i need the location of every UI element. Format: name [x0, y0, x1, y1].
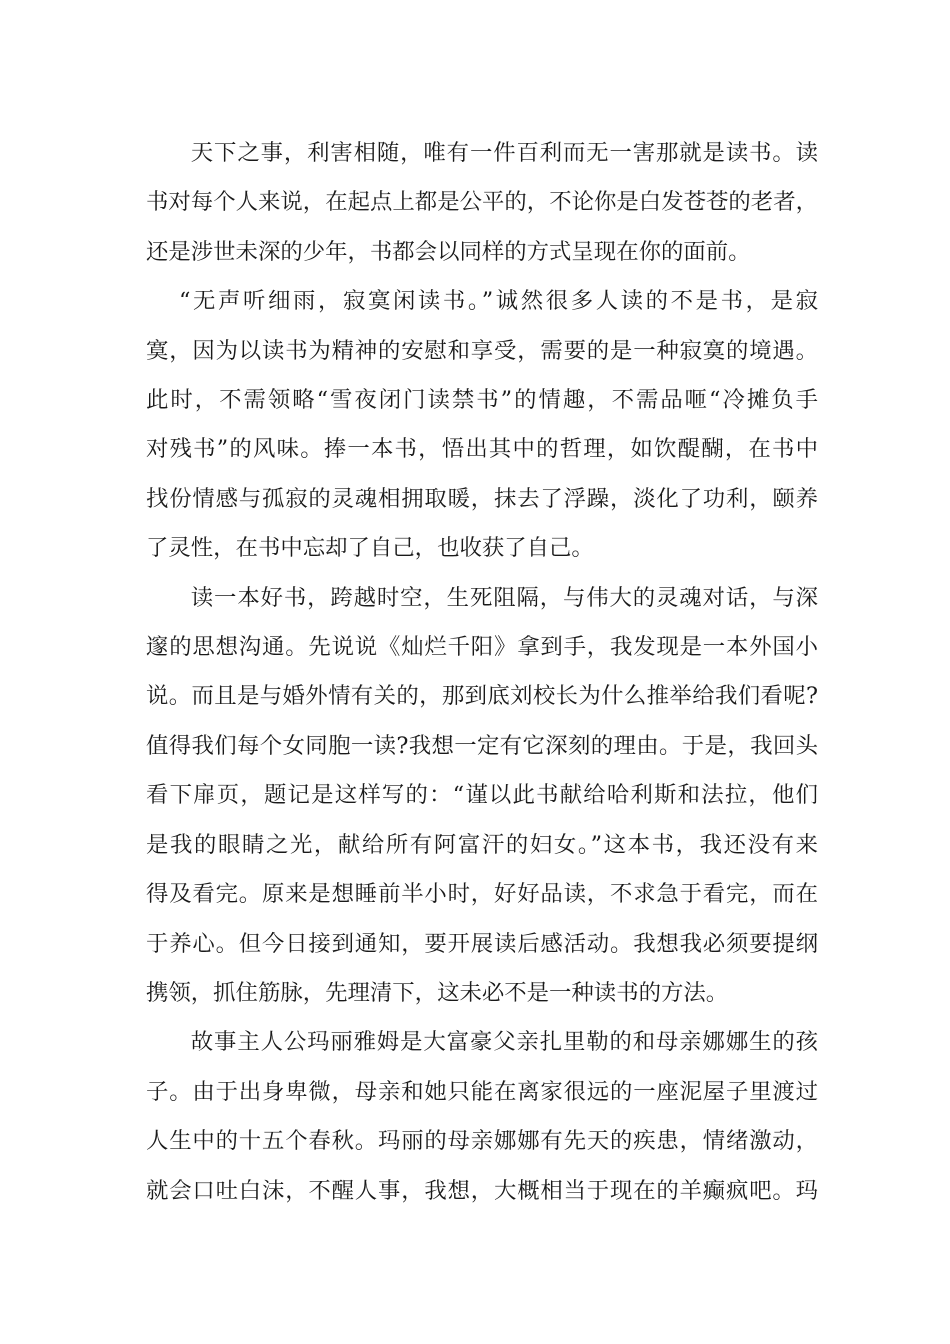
paragraph-line: 携领，抓住筋脉，先理清下，这未必不是一种读书的方法。 — [146, 979, 729, 1006]
paragraph-line: 书对每个人来说，在起点上都是公平的，不论你是白发苍苍的老者， — [146, 189, 818, 216]
paragraph-line: 还是涉世未深的少年，书都会以同样的方式呈现在你的面前。 — [146, 238, 751, 265]
paragraph-line: 得及看完。原来是想睡前半小时，好好品读，不求急于看完，而在 — [146, 881, 818, 908]
paragraph-line: 了灵性，在书中忘却了自己，也收获了自己。 — [146, 535, 594, 562]
paragraph-line: 找份情感与孤寂的灵魂相拥取暖，抹去了浮躁，淡化了功利，颐养 — [146, 485, 818, 512]
document-body — [146, 129, 818, 1216]
paragraph-line: 是我的眼睛之光，献给所有阿富汗的妇女。”这本书，我还没有来 — [146, 831, 818, 858]
paragraph-line: 故事主人公玛丽雅姆是大富豪父亲扎里勒的和母亲娜娜生的孩 — [190, 1029, 818, 1056]
paragraph-line: 人生中的十五个春秋。玛丽的母亲娜娜有先天的疾患，情绪激动， — [146, 1128, 818, 1155]
paragraph-line: 于养心。但今日接到通知，要开展读后感活动。我想我必须要提纲 — [146, 930, 818, 957]
paragraph-line: 子。由于出身卑微，母亲和她只能在离家很远的一座泥屋子里渡过 — [146, 1078, 818, 1105]
paragraph-line: 看下扉页，题记是这样写的：“谨以此书献给哈利斯和法拉，他们 — [146, 782, 818, 809]
paragraph-4 — [146, 1018, 818, 1216]
paragraph-2 — [146, 277, 818, 573]
paragraph-line: 就会口吐白沫，不醒人事，我想，大概相当于现在的羊癫疯吧。玛 — [146, 1177, 818, 1204]
paragraph-line: 读一本好书，跨越时空，生死阻隔，与伟大的灵魂对话，与深 — [190, 584, 818, 611]
paragraph-line: 寞，因为以读书为精神的安慰和享受，需要的是一种寂寞的境遇。 — [146, 337, 818, 364]
paragraph-line: “无声听细雨，寂寞闲读书。”诚然很多人读的不是书，是寂 — [179, 288, 818, 315]
paragraph-line: 对残书”的风味。捧一本书，悟出其中的哲理，如饮醍醐，在书中 — [146, 436, 818, 463]
paragraph-line: 值得我们每个女同胞一读?我想一定有它深刻的理由。于是，我回头 — [146, 732, 818, 759]
paragraph-3 — [146, 574, 818, 1019]
paragraph-line: 天下之事，利害相随，唯有一件百利而无一害那就是读书。读 — [190, 140, 818, 166]
paragraph-1 — [146, 129, 818, 277]
paragraph-line: 邃的思想沟通。先说说《灿烂千阳》拿到手，我发现是一本外国小 — [146, 634, 818, 661]
paragraph-line: 此时，不需领略“雪夜闭门读禁书”的情趣，不需品咂“冷摊负手 — [146, 387, 818, 414]
paragraph-line: 说。而且是与婚外情有关的，那到底刘校长为什么推举给我们看呢? — [146, 683, 818, 710]
